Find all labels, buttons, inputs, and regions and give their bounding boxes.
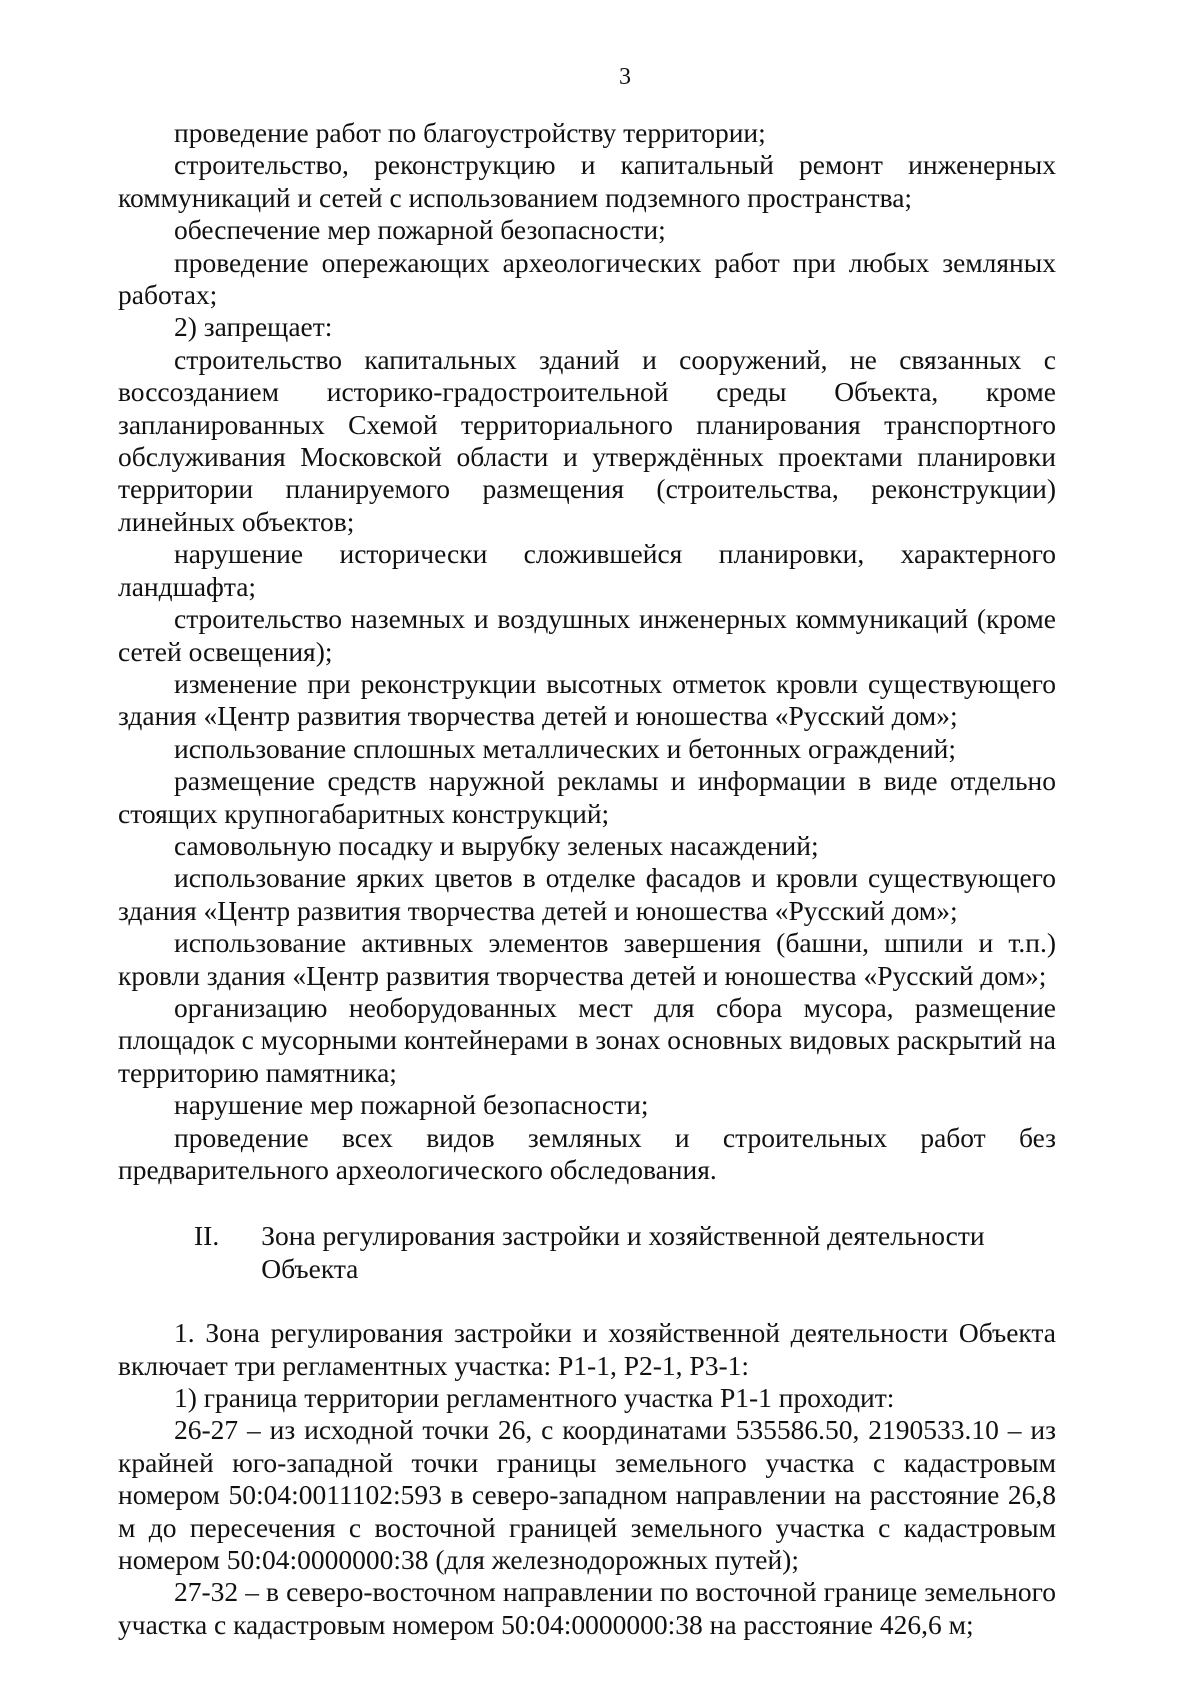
page-number: 3	[619, 64, 631, 90]
paragraph: строительство капитальных зданий и сооружений, не связанных с воссозданием историко-градостроительной среды Объекта, кроме запланированных Схемой территориального планирования транспортного обслуживания Московской области и утверждённых проектами планировки территории планируемого размещения (строительства, реконструкции) линейных объектов;	[118, 343, 1056, 537]
paragraph: нарушение мер пожарной безопасности;	[174, 1089, 649, 1121]
paragraph: проведение всех видов земляных и строительных работ без предварительного археологического обследования.	[118, 1121, 1056, 1185]
paragraph: 26-27 – из исходной точки 26, с координатами 535586.50, 2190533.10 – из крайней юго-западной точки границы земельного участка с кадастровым номером 50:04:0011102:593 в северо-западном направлении на расстояние 26,8 м до пересечения с восточной границей земельного участка с кадастровым номером 50:04:0000000:38 (для железнодорожных путей);	[118, 1414, 1056, 1576]
list-item-heading: 1) граница территории регламентного участка Р1-1 проходит:	[174, 1382, 895, 1414]
paragraph: 1. Зона регулирования застройки и хозяйственной деятельности Объекта включает три регламентных участка: Р1-1, Р2-1, Р3-1:	[118, 1317, 1056, 1381]
paragraph: самовольную посадку и вырубку зеленых насаждений;	[174, 829, 819, 861]
paragraph: строительство, реконструкцию и капитальный ремонт инженерных коммуникаций и сетей с использованием подземного пространства;	[118, 149, 1056, 213]
paragraph: использование ярких цветов в отделке фасадов и кровли существующего здания «Центр развития творчества детей и юношества «Русский дом»;	[118, 862, 1056, 926]
document-body	[118, 117, 1056, 1641]
paragraph: организацию необорудованных мест для сбора мусора, размещение площадок с мусорными контейнерами в зонах основных видовых раскрытий на территорию памятника;	[118, 991, 1056, 1088]
paragraph: размещение средств наружной рекламы и информации в виде отдельно стоящих крупногабаритных конструкций;	[118, 765, 1056, 829]
section-number: II.	[194, 1220, 220, 1252]
paragraph: использование активных элементов завершения (башни, шпили и т.п.) кровли здания «Центр развития творчества детей и юношества «Русский дом»;	[118, 927, 1056, 991]
paragraph: изменение при реконструкции высотных отметок кровли существующего здания «Центр развития творчества детей и юношества «Русский дом»;	[118, 667, 1056, 732]
section-title: Зона регулирования застройки и хозяйственной деятельности Объекта	[261, 1220, 985, 1284]
paragraph: нарушение исторически сложившейся планировки, характерного ландшафта;	[118, 538, 1056, 602]
section-heading	[118, 1220, 1056, 1285]
paragraph: 27-32 – в северо-восточном направлении по восточной границе земельного участка с кадастровым номером 50:04:0000000:38 на расстояние 426,6 м;	[118, 1576, 1056, 1640]
paragraph: строительство наземных и воздушных инженерных коммуникаций (кроме сетей освещения);	[118, 603, 1056, 667]
paragraph: использование сплошных металлических и бетонных ограждений;	[174, 732, 957, 764]
paragraph: проведение опережающих археологических работ при любых земляных работах;	[118, 246, 1056, 311]
list-item-heading: 2) запрещает:	[174, 311, 333, 343]
paragraph: обеспечение мер пожарной безопасности;	[174, 214, 666, 246]
paragraph: проведение работ по благоустройству территории;	[174, 117, 766, 148]
